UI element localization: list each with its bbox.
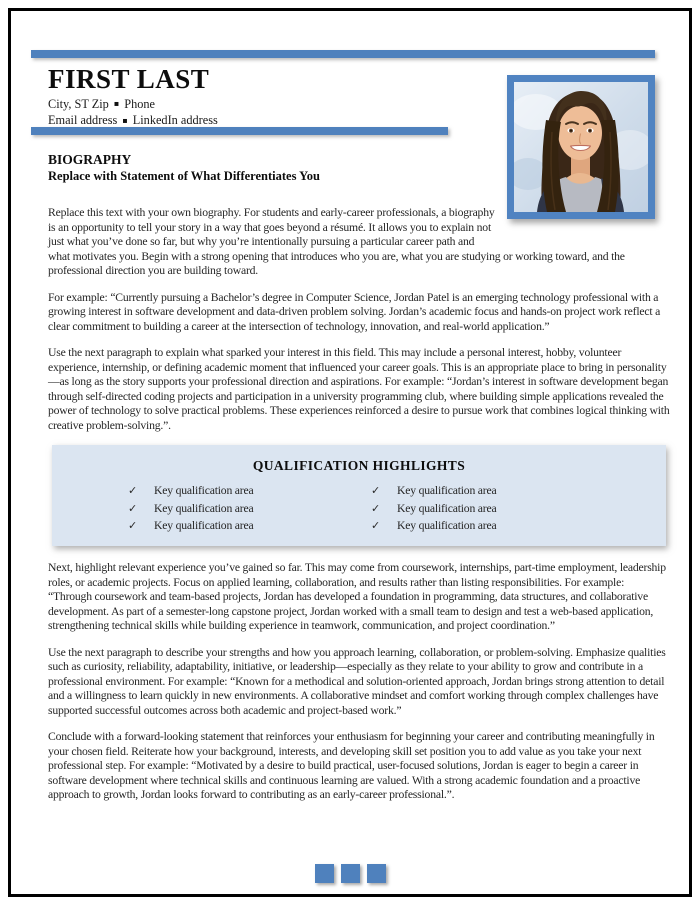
name-heading: FIRST LAST <box>48 64 210 94</box>
qualification-label: Key qualification area <box>154 484 254 497</box>
accent-bar-divider <box>31 127 448 135</box>
biography-paragraph-1 <box>48 206 670 279</box>
qualification-label: Key qualification area <box>154 519 254 532</box>
conclusion-paragraph: Conclude with a forward-looking statement that reinforces your enthusiasm for beginning your career and contributing meaningfully in your chosen field. Reiterate how your background, interests, and developing skill set position you to add value as you take your next professional step. For example: “Motivated by a desire to build practical, user-focused solutions, Jordan is eager to begin a career in software development where technical skills and continuous learning are valued. With a strong academic foundation and a proactive approach to growth, Jordan looks forward to contributing as an early-career professional.”. <box>48 730 655 801</box>
qualification-item <box>359 484 656 498</box>
biography-paragraph-3: Use the next paragraph to explain what sparked your interest in this field. This may include a personal interest, hobby, volunteer experience, internship, or defining academic moment that influenced your career goals. This is an appropriate place to bring in personality—as long as the story supports your professional direction and aspirations. For example: “Jordan’s interest in software development began through self-directed coding projects and participation in a university programming club, where building simple applications revealed the power of technology to solve practical problems. These experiences reinforced a desire to pursue work that combines logical thinking with creative problem-solving.”. <box>48 346 670 432</box>
qualification-list <box>62 484 656 533</box>
contact-city: City, ST Zip <box>48 96 109 111</box>
contact-phone: Phone <box>124 96 155 111</box>
accent-bar-top <box>31 50 655 58</box>
square-bullet-icon: ▪ <box>122 115 128 125</box>
checkmark-icon: ✓ <box>371 519 381 532</box>
checkmark-icon: ✓ <box>128 501 138 515</box>
qualification-label: Key qualification area <box>397 484 497 497</box>
footer-decoration <box>11 864 689 883</box>
checkmark-icon: ✓ <box>128 484 138 497</box>
biography-subheading: Replace with Statement of What Differentiates You <box>48 169 320 183</box>
qualification-item <box>359 519 656 533</box>
square-bullet-icon: ▪ <box>113 99 120 109</box>
biography-heading: BIOGRAPHY <box>48 152 132 167</box>
contact-line-1 <box>48 97 218 112</box>
checkmark-icon: ✓ <box>371 484 381 497</box>
qualification-highlights-box <box>52 445 666 546</box>
footer-square-icon <box>367 864 386 883</box>
footer-square-icon <box>341 864 360 883</box>
photo-wrap-spacer <box>498 206 670 236</box>
page-border <box>8 8 692 897</box>
qualification-item <box>62 502 359 516</box>
contact-line-2 <box>48 113 218 128</box>
header <box>48 65 218 128</box>
qualification-label: Key qualification area <box>397 519 497 532</box>
strengths-paragraph: Use the next paragraph to describe your strengths and how you approach learning, collaboration, or problem-solving. Emphasize qualities such as curiosity, reliability, adaptability, initiative, or leadership—especially as they relate to your ability to grow and contribute in a professional environment. For example: “Known for a methodical and solution-oriented approach, Jordan brings strong attention to detail and a willingness to learn quickly in new environments. A collaborative mindset and comfort working through complex challenges have supported successful outcomes across both academic and project-based work.” <box>48 645 666 717</box>
qualification-item <box>62 484 359 498</box>
paragraph-text: Replace this text with your own biography. For students and early-career professionals, a biography is an opportunity to tell your story in a way that goes beyond a résumé. It allows you to explain not just what you’ve done so far, but why you’re intentionally pursuing a particular career path and what motivates you. Begin with a strong opening that introduces who you are, what you are studying or working toward, and the professional direction you are building toward. <box>48 206 625 277</box>
checkmark-icon: ✓ <box>128 519 138 532</box>
experience-paragraph: Next, highlight relevant experience you’ve gained so far. This may come from coursework, internships, part-time employment, leadership roles, or academic projects. Focus on applied learning, collaboration, and results rather than listing responsibilities. For example: “Through coursework and team-based projects, Jordan has developed a foundation in programming, data structures, and collaborative development. As part of a semester-long capstone project, Jordan worked with a small team to design and test a web-based application, strengthening technical skills while building experience in teamwork, communication, and project coordination.” <box>48 561 666 632</box>
qualification-item <box>62 519 359 533</box>
contact-linkedin: LinkedIn address <box>132 113 218 128</box>
checkmark-icon: ✓ <box>371 501 381 515</box>
qualification-label: Key qualification area <box>397 501 497 515</box>
qualification-label: Key qualification area <box>154 501 254 515</box>
contact-email: Email address <box>48 113 118 128</box>
biography-paragraph-2: For example: “Currently pursuing a Bachelor’s degree in Computer Science, Jordan Patel is an emerging technology professional with a growing interest in software development and data-driven problem solving. Jordan’s academic focus and hands-on project work reflect a clear commitment to building a career at the intersection of technology, innovation, and real-world application.” <box>48 290 661 333</box>
qualification-highlights-title: QUALIFICATION HIGHLIGHTS <box>252 458 466 473</box>
footer-square-icon <box>315 864 334 883</box>
qualification-item <box>359 502 656 516</box>
document-body <box>48 152 670 815</box>
